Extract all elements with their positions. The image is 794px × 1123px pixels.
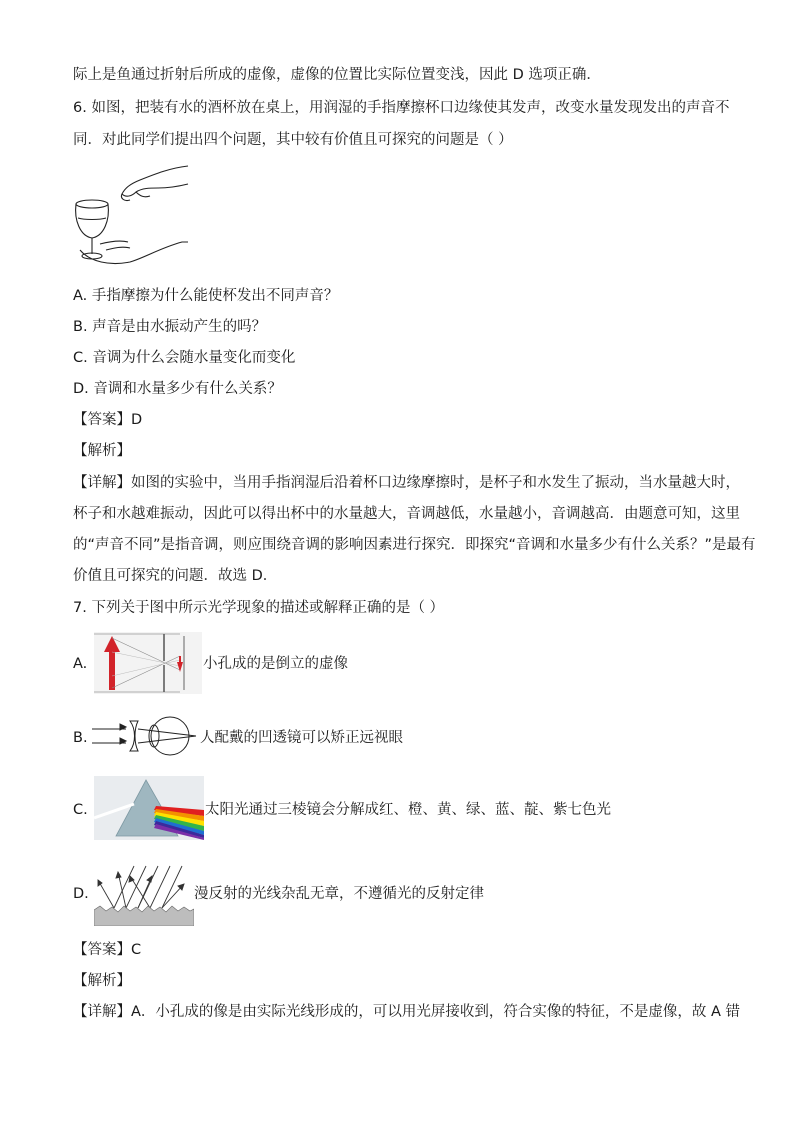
q7-detail-line1: [73, 1002, 740, 1022]
q7-option-d-text: 漫反射的光线杂乱无章，不遵循光的反射定律: [194, 886, 484, 902]
q7-option-b-letter: B.: [73, 730, 88, 746]
q7-stem: 7. 下列关于图中所示光学现象的描述或解释正确的是（ ）: [73, 600, 445, 616]
q6-detail-line4: 价值且可探究的问题．故选 D．: [73, 568, 278, 584]
q6-answer: [73, 410, 142, 430]
q6-option-c: C. 音调为什么会随水量变化而变化: [73, 350, 296, 366]
intro-line: 际上是鱼通过折射后所成的虚像，虚像的位置比实际位置变浅，因此 D 选项正确．: [73, 67, 601, 83]
detail-text: A．小孔成的像是由实际光线形成的，可以用光屏接收到，符合实像的特征，不是虚像，故 A 错: [131, 1004, 741, 1020]
q6-option-b: B. 声音是由水振动产生的吗？: [73, 319, 267, 335]
q6-detail-line3: 的“声音不同”是指音调，则应围绕音调的影响因素进行探究．即探究“音调和水量多少有什么关系？”是最有: [73, 537, 756, 553]
q7-option-d-letter: D.: [73, 886, 89, 902]
detail-label: 【详解】: [73, 1004, 131, 1020]
q7-option-c-letter: C.: [73, 802, 88, 818]
answer-label: 【答案】: [73, 412, 131, 428]
detail-label: 【详解】: [73, 475, 131, 491]
detail-text: 如图的实验中，当用手指润湿后沿着杯口边缘摩擦时，是杯子和水发生了振动，当水量越大时，: [131, 475, 740, 491]
answer-value: D: [131, 412, 143, 428]
q6-detail-line2: 杯子和水越难振动，因此可以得出杯中的水量越大，音调越低，水量越小，音调越高．由题意可知，这里: [73, 506, 740, 522]
q6-detail-line1: [73, 473, 740, 493]
pinhole-camera-figure: [94, 632, 202, 694]
q6-option-a: A. 手指摩擦为什么能使杯发出不同声音？: [73, 288, 339, 304]
diffuse-reflection-figure: [94, 862, 194, 926]
prism-figure: [94, 776, 204, 840]
q7-option-a-text: 小孔成的是倒立的虚像: [203, 656, 348, 672]
q6-stem-line1: 6. 如图，把装有水的酒杯放在桌上，用润湿的手指摩擦杯口边缘使其发声，改变水量发现发出的声音不: [73, 100, 730, 116]
q6-option-d: D. 音调和水量多少有什么关系？: [73, 381, 282, 397]
q6-stem-line2: 同．对此同学们提出四个问题，其中较有价值且可探究的问题是（ ）: [73, 132, 513, 148]
eye-lens-figure: [92, 715, 202, 757]
answer-label: 【答案】: [73, 942, 131, 958]
wine-glass-hand-figure: [70, 158, 195, 273]
q7-option-b-text: 人配戴的凹透镜可以矫正远视眼: [200, 730, 403, 746]
q7-option-a-letter: A.: [73, 656, 88, 672]
q7-analysis-label: 【解析】: [73, 973, 131, 989]
q6-analysis-label: 【解析】: [73, 443, 131, 459]
answer-value: C: [131, 942, 142, 958]
q7-option-c-text: 太阳光通过三棱镜会分解成红、橙、黄、绿、蓝、靛、紫七色光: [205, 802, 611, 818]
q7-answer: [73, 940, 141, 960]
